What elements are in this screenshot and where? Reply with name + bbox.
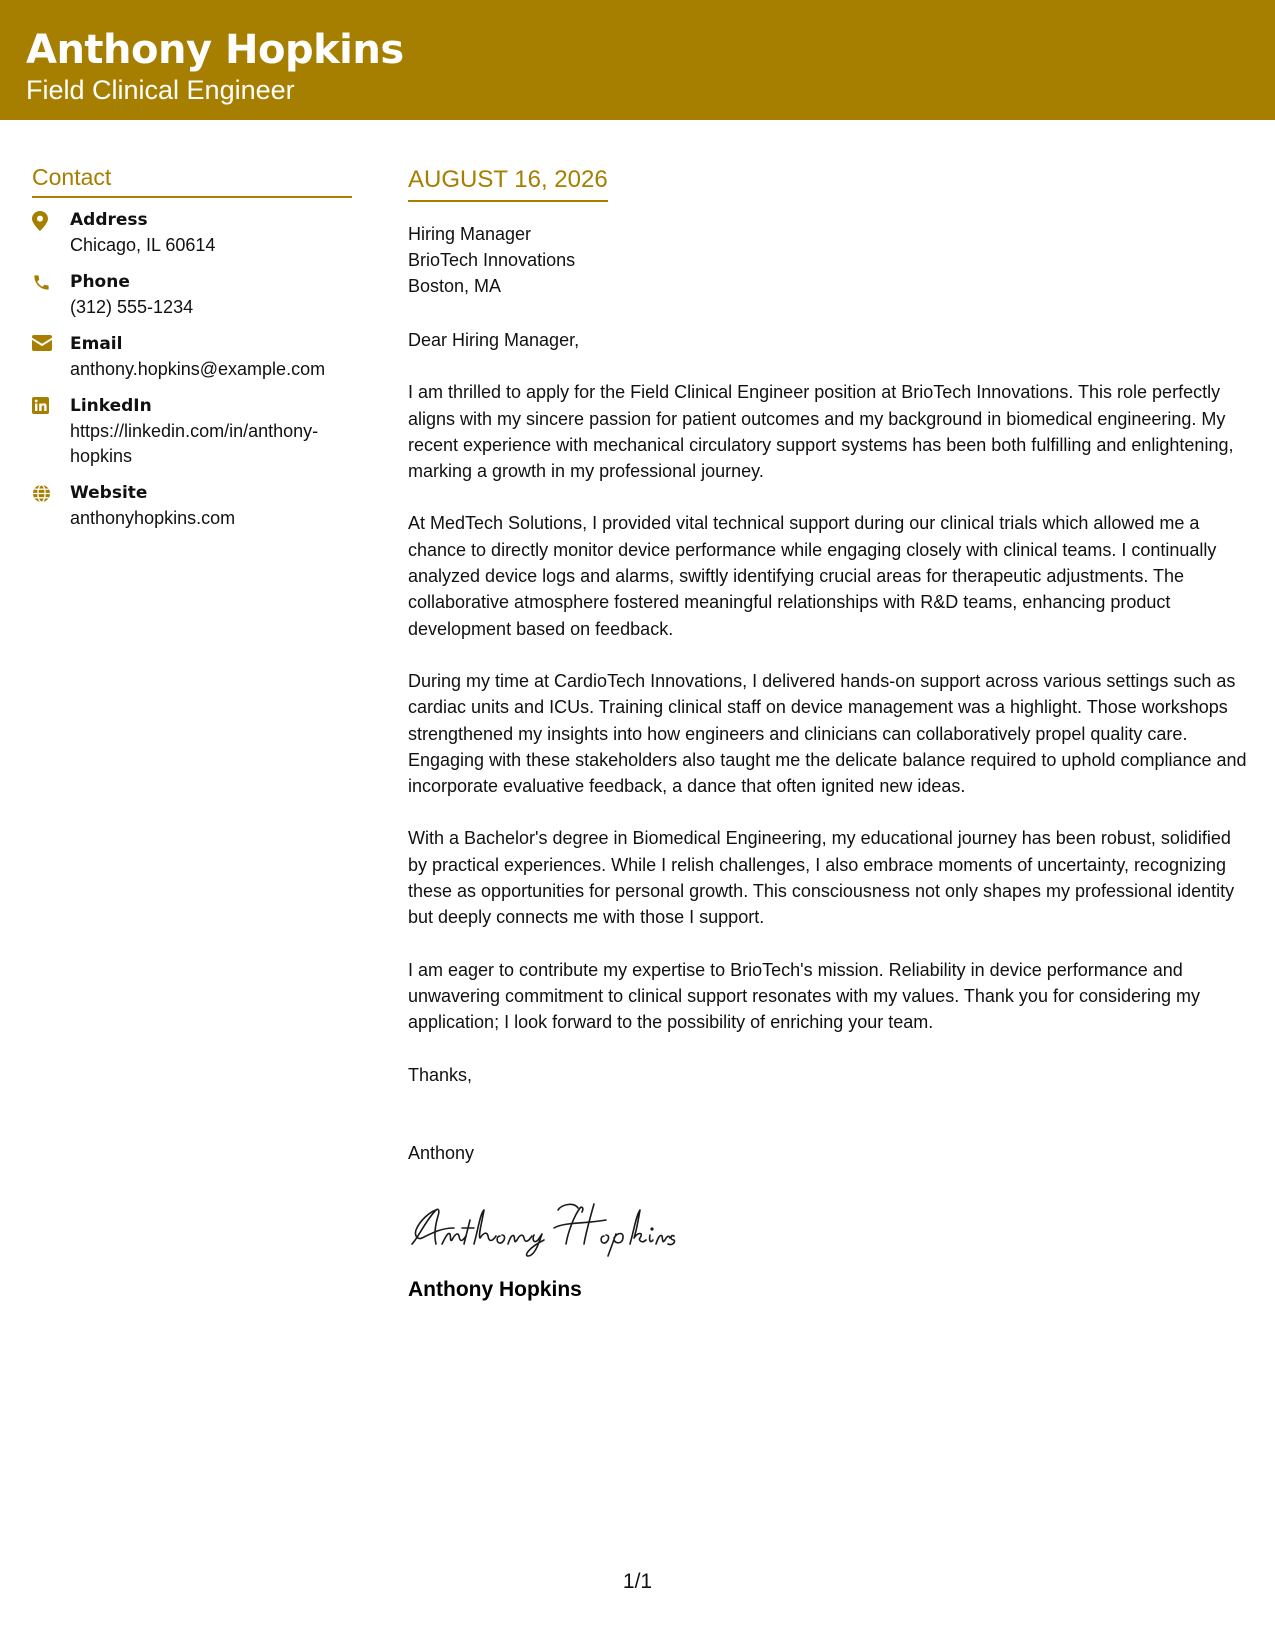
applicant-name: Anthony Hopkins	[26, 27, 404, 73]
globe-icon	[32, 481, 70, 531]
header-banner	[0, 0, 1275, 120]
contact-label: Address	[70, 210, 148, 230]
contact-item-phone	[32, 270, 352, 320]
contact-label: Email	[70, 334, 123, 354]
map-pin-icon	[32, 208, 70, 258]
printed-name: Anthony Hopkins	[408, 1278, 582, 1302]
paragraph: At MedTech Solutions, I provided vital technical support during our clinical trials which allowed me a chance to directly monitor device performance while engaging closely with clinical teams. I continually analyzed device logs and alarms, swiftly identifying crucial areas for therapeutic adjustments. The collaborative atmosphere fostered meaningful relationships with R&D teams, enhancing product development based on feedback.	[408, 513, 1217, 639]
contact-value: (312) 555-1234	[70, 297, 194, 317]
contact-value: Chicago, IL 60614	[70, 235, 216, 255]
contact-sidebar	[32, 162, 352, 543]
letter-date: AUGUST 16, 2026	[408, 164, 608, 202]
contact-list	[32, 208, 352, 531]
recipient-block	[408, 221, 1248, 299]
signature-graphic	[408, 1198, 678, 1258]
paragraph: During my time at CardioTech Innovations, I delivered hands-on support across various settings such as cardiac units and ICUs. Training clinical staff on device management was a highlight. Those workshops strengthened my insights into how engineers and clinicians can collaboratively propel quality care. Engaging with these stakeholders also taught me the delicate balance required to uphold compliance and incorporate evaluative feedback, a dance that often ignited new ideas.	[408, 670, 1247, 797]
contact-title: Contact	[32, 162, 352, 198]
recipient-line: Hiring Manager	[408, 224, 532, 244]
contact-value: anthony.hopkins@example.com	[70, 359, 326, 379]
paragraph: I am eager to contribute my expertise to BrioTech's mission. Reliability in device performance and unwavering commitment to clinical support resonates with my values. Thank you for considering my application; I look forward to the possibility of enriching your team.	[408, 959, 1201, 1033]
contact-item-linkedin	[32, 394, 352, 469]
applicant-role: Field Clinical Engineer	[26, 75, 295, 105]
closing: Thanks,	[408, 1064, 473, 1085]
signature-image	[408, 1198, 1248, 1258]
contact-label: LinkedIn	[70, 396, 152, 416]
contact-item-website	[32, 481, 352, 531]
recipient-line: BrioTech Innovations	[408, 250, 576, 270]
salutation: Dear Hiring Manager,	[408, 330, 580, 350]
contact-item-email	[32, 332, 352, 382]
phone-icon	[32, 270, 70, 320]
paragraph: I am thrilled to apply for the Field Clinical Engineer position at BrioTech Innovations. This role perfectly aligns with my sincere passion for patient outcomes and my background in biomedical engineering. My recent experience with mechanical circulatory support systems has been both fulfilling and enlightening, marking a growth in my professional journey.	[408, 382, 1234, 482]
contact-label: Website	[70, 483, 148, 503]
contact-label: Phone	[70, 272, 130, 292]
letter-body	[408, 164, 1248, 1304]
contact-item-address	[32, 208, 352, 258]
page-number: 1/1	[622, 1570, 653, 1593]
contact-value: anthonyhopkins.com	[70, 508, 236, 528]
linkedin-icon	[32, 394, 70, 469]
contact-value: https://linkedin.com/in/anthony-hopkins	[70, 421, 319, 466]
paragraph: With a Bachelor's degree in Biomedical Engineering, my educational journey has been robust, solidified by practical experiences. While I relish challenges, I also embrace moments of uncertainty, recognizing these as opportunities for personal growth. This consciousness not only shapes my professional identity but deeply connects me with those I support.	[408, 828, 1235, 928]
envelope-icon	[32, 332, 70, 382]
signoff-name: Anthony	[408, 1142, 475, 1163]
recipient-line: Boston, MA	[408, 276, 502, 296]
